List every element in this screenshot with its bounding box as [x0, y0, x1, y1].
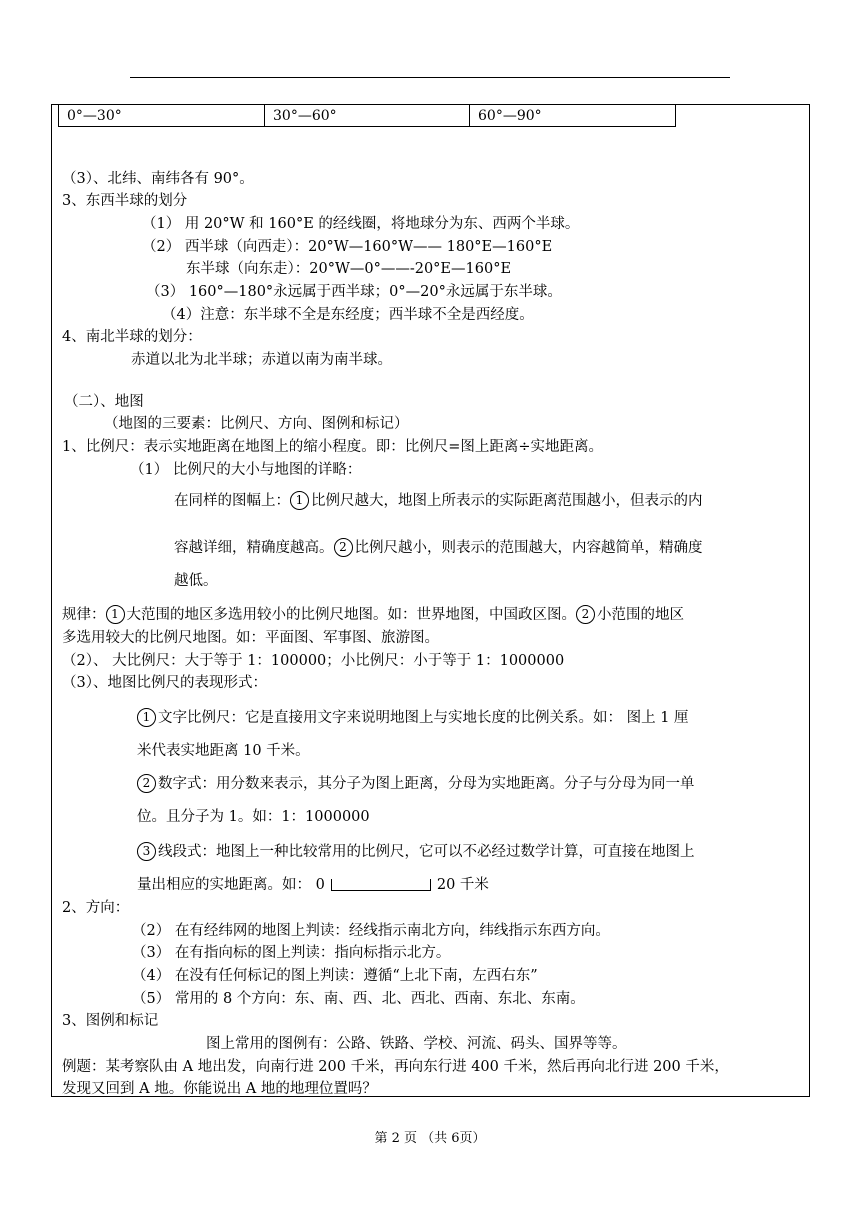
latitude-range-table	[58, 104, 676, 127]
circled-number: 3	[137, 842, 156, 861]
text-line: 位。且分子为 1。如：1：1000000	[137, 809, 370, 825]
scale-line	[331, 890, 431, 891]
circled-number: 2	[334, 538, 353, 557]
text-line: 东半球（向东走）：20°W—0°——-20°E—160°E	[186, 261, 512, 277]
circled-number: 1	[290, 491, 309, 510]
text-line: （4） 在没有任何标记的图上判读：遵循“上北下南，左西右东”	[132, 968, 538, 984]
text-line: 例题：某考察队由 A 地出发，向南行进 200 千米，再向东行进 400 千米，然后再向北行进 200 千米，	[62, 1059, 729, 1075]
text-line	[174, 491, 703, 511]
text-span: 比例尺越大，地图上所表示的实际距离范围越小，但表示的内	[311, 493, 703, 509]
table-cell-mid: 30°—60°	[265, 105, 470, 127]
section-heading: （二）、地图	[64, 394, 144, 410]
circled-number: 2	[137, 774, 156, 793]
text-span: 线段式：地图上一种比较常用的比例尺，它可以不必经过数学计算，可直接在地图上	[158, 844, 695, 860]
text-line	[137, 708, 689, 728]
text-line	[174, 538, 703, 558]
text-line	[137, 842, 695, 862]
text-line: 赤道以北为北半球；赤道以南为南半球。	[131, 352, 392, 368]
scale-tick	[430, 879, 431, 891]
table-cell-low: 0°—30°	[59, 105, 265, 127]
text-line: 越低。	[174, 573, 218, 589]
section-heading: 3、图例和标记	[62, 1013, 159, 1029]
text-span: 20 千米	[436, 877, 489, 893]
text-span: 比例尺越小，则表示的范围越大，内容越简单，精确度	[354, 540, 703, 556]
text-line: （2） 西半球（向西走）：20°W—160°W—— 180°E—160°E	[142, 239, 553, 255]
text-line: （2） 在有经纬网的地图上判读：经线指示南北方向，纬线指示东西方向。	[132, 923, 610, 939]
text-line: （3） 160°—180°永远属于西半球；0°—20°永远属于东半球。	[146, 284, 562, 300]
circled-number: 1	[106, 605, 125, 624]
section-heading: 3、东西半球的划分	[62, 193, 188, 209]
text-line: （3） 在有指向标的图上判读：指向标指示北方。	[132, 945, 451, 961]
table-cell-high: 60°—90°	[470, 105, 676, 127]
header-rule	[130, 77, 730, 78]
circled-number: 1	[137, 708, 156, 727]
text-line: （5） 常用的 8 个方向：东、南、西、北、西北、西南、东北、东南。	[132, 991, 585, 1007]
text-line	[62, 605, 684, 625]
text-span: 容越详细，精确度越高。	[174, 540, 334, 556]
text-line: 发现又回到 A 地。你能说出 A 地的地理位置吗？	[62, 1081, 377, 1097]
text-line	[137, 774, 695, 794]
text-line: 1、比例尺：表示实地距离在地图上的缩小程度。即：比例尺=图上距离÷实地距离。	[62, 439, 604, 455]
text-line: （1） 比例尺的大小与地图的详略：	[130, 462, 362, 478]
text-line: （3）、地图比例尺的表现形式：	[62, 675, 267, 691]
text-span: 小范围的地区	[597, 607, 684, 623]
section-heading: 2、方向：	[62, 900, 130, 916]
text-line: 米代表实地距离 10 千米。	[137, 743, 310, 759]
text-span: 量出相应的实地距离。如： 0	[137, 877, 325, 893]
text-line: （2）、 大比例尺：大于等于 1：100000；小比例尺：小于等于 1：1000000	[62, 653, 565, 669]
text-span: 在同样的图幅上：	[174, 493, 290, 509]
text-span: 大范围的地区多选用较小的比例尺地图。如：世界地图，中国政区图。	[126, 607, 576, 623]
text-line: 多选用较大的比例尺地图。如：平面图、军事图、旅游图。	[62, 630, 439, 646]
text-line: （3）、北纬、南纬各有 90°。	[62, 171, 254, 187]
circled-number: 2	[576, 605, 595, 624]
linear-scale-bar	[331, 878, 431, 892]
text-span: 数字式：用分数来表示，其分子为图上距离，分母为实地距离。分子与分母为同一单	[158, 776, 695, 792]
section-heading: 4、南北半球的划分：	[62, 329, 202, 345]
text-span: 文字比例尺：它是直接用文字来说明地图上与实地长度的比例关系。如： 图上 1 厘	[158, 710, 689, 726]
text-line	[137, 875, 489, 895]
text-span: 规律：	[62, 607, 106, 623]
page-footer: 第 2 页 （共 6页）	[374, 1131, 486, 1146]
text-line: （4）注意：东半球不全是东经度；西半球不全是西经度。	[162, 307, 534, 323]
text-line: （1） 用 20°W 和 160°E 的经线圈，将地球分为东、西两个半球。	[142, 216, 580, 232]
text-line: 图上常用的图例有：公路、铁路、学校、河流、码头、国界等等。	[206, 1036, 627, 1052]
text-line: （地图的三要素：比例尺、方向、图例和标记）	[104, 416, 409, 432]
